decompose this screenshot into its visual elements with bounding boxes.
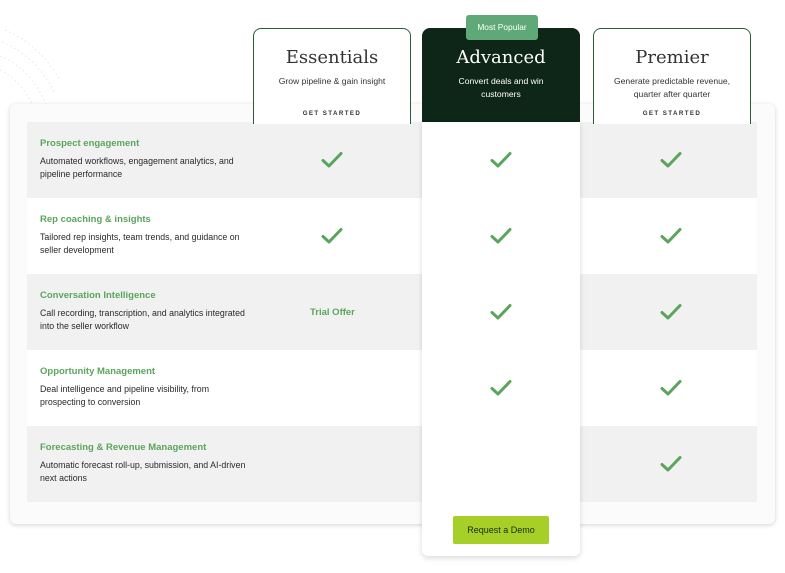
plan-header-advanced — [422, 28, 580, 124]
checkmark-icon — [660, 303, 682, 321]
most-popular-badge: Most Popular — [466, 15, 538, 40]
feature-row-rep-coaching — [27, 198, 757, 274]
get-started-premier-button[interactable]: GET STARTED — [594, 109, 750, 118]
checkmark-icon — [660, 379, 682, 397]
feature-title: Opportunity Management — [40, 366, 156, 377]
checkmark-icon — [660, 227, 682, 245]
checkmark-icon — [490, 227, 512, 245]
feature-title: Rep coaching & insights — [40, 214, 151, 225]
checkmark-icon — [490, 303, 512, 321]
feature-row-opportunity-management — [27, 350, 757, 426]
plan-subtitle: Generate predictable revenue, quarter after quarter — [613, 76, 731, 99]
plan-name: Premier — [635, 47, 709, 68]
plan-header-premier — [593, 28, 751, 124]
feature-description: Deal intelligence and pipeline visibility, from prospecting to conversion — [40, 384, 210, 407]
checkmark-icon — [490, 151, 512, 169]
feature-description: Tailored rep insights, team trends, and guidance on seller development — [40, 232, 240, 255]
checkmark-icon — [660, 455, 682, 473]
checkmark-icon — [321, 151, 343, 169]
plan-subtitle: Convert deals and win customers — [458, 76, 544, 99]
feature-title: Conversation Intelligence — [40, 290, 156, 301]
feature-title: Forecasting & Revenue Management — [40, 442, 207, 453]
trial-offer-label: Trial Offer — [310, 307, 355, 318]
plan-header-essentials — [253, 28, 411, 124]
plan-name: Essentials — [285, 47, 379, 68]
feature-row-conversation-intelligence — [27, 274, 757, 350]
checkmark-icon — [490, 379, 512, 397]
plan-name: Advanced — [456, 47, 546, 68]
feature-row-forecasting — [27, 426, 757, 502]
checkmark-icon — [660, 151, 682, 169]
plan-subtitle: Grow pipeline & gain insight — [278, 76, 386, 86]
feature-description: Automated workflows, engagement analytics, and pipeline performance — [40, 156, 234, 179]
advanced-column — [422, 122, 580, 556]
feature-row-prospect-engagement — [27, 122, 757, 198]
feature-description: Call recording, transcription, and analytics integrated into the seller workflow — [40, 308, 245, 331]
feature-title: Prospect engagement — [40, 138, 140, 149]
feature-description: Automatic forecast roll-up, submission, and AI-driven next actions — [40, 460, 246, 483]
request-demo-button[interactable]: Request a Demo — [453, 516, 549, 544]
checkmark-icon — [321, 227, 343, 245]
get-started-essentials-button[interactable]: GET STARTED — [254, 109, 410, 118]
